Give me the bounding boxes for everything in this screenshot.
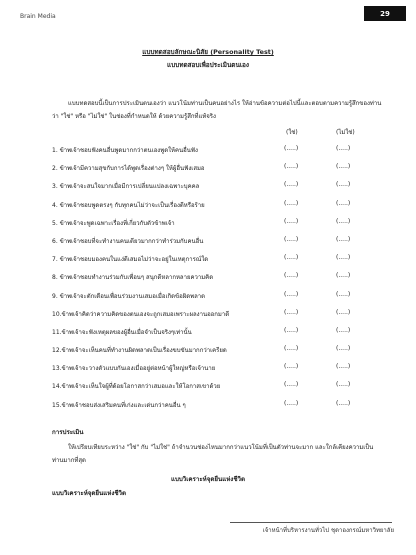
answer-no-blank[interactable]: (.....)	[336, 254, 351, 262]
answer-no-blank[interactable]: (.....)	[336, 363, 351, 371]
answer-yes-blank[interactable]: (.....)	[284, 254, 299, 262]
page-title: แบบทดสอบลักษณะนิสัย (Personality Test)	[142, 48, 274, 56]
answer-no-blank[interactable]: (.....)	[336, 345, 351, 353]
answer-yes-blank[interactable]: (.....)	[284, 272, 299, 280]
question-text: 7. ข้าพเจ้าชอบมองคนในแง่ดีเสมอไม่ว่าจะอยู่ในเหตุการณ์ใด	[52, 256, 209, 264]
question-text: 1. ข้าพเจ้าชอบฟังคนอื่นพูดมากกว่าตนเองพูดให้คนอื่นฟัง	[52, 147, 198, 154]
question-item	[52, 400, 372, 418]
answer-yes-blank[interactable]: (.....)	[284, 399, 299, 407]
answer-yes-blank[interactable]: (.....)	[284, 326, 299, 334]
question-text: 4. ข้าพเจ้าชอบพูดตรงๆ กับทุกคนไม่ว่าจะเป็นเรื่องดีหรือร้าย	[52, 201, 205, 209]
answer-no-blank[interactable]: (.....)	[336, 199, 351, 207]
assessment-paragraph: ให้เปรียบเทียบระหว่าง "ใช่" กับ "ไม่ใช่" ถ้าจำนวนช่องไหนมากกว่าแนวโน้มที่เป็นตัวท่านจะมาก และใกล้เคียงความเป็นท่านมากที่สุด	[52, 444, 374, 464]
answer-no-blank[interactable]: (.....)	[336, 163, 351, 171]
analysis-heading: แบบวิเคราะห์จุดยืนแห่งชีวิต	[170, 476, 246, 483]
answer-no-blank[interactable]: (.....)	[336, 272, 351, 280]
answer-yes-blank[interactable]: (.....)	[284, 163, 299, 171]
question-item	[52, 291, 372, 309]
question-item	[52, 381, 372, 399]
question-item	[52, 309, 372, 327]
question-text: 15.ข้าพเจ้าชอบส่งเสริมคนที่เก่งและเด่นกว่าคนอื่น ๆ	[52, 401, 186, 409]
answer-yes-blank[interactable]: (.....)	[284, 199, 299, 207]
question-text: 14.ข้าพเจ้าจะเห็นใจผู้ที่ด้อยโอกาสกว่าเสมอและให้โอกาสเขาด้วย	[52, 383, 221, 391]
header-brand: Brain Media	[20, 13, 56, 20]
assessment-heading: การประเมิน	[52, 429, 84, 436]
question-item	[52, 163, 372, 181]
question-text: 9. ข้าพเจ้าจะตักเตือนเพื่อนร่วมงานเสมอเมื่อเกิดข้อผิดพลาด	[52, 292, 206, 300]
answer-yes-blank[interactable]: (.....)	[284, 381, 299, 389]
answer-no-blank[interactable]: (.....)	[336, 381, 351, 389]
answer-yes-blank[interactable]: (.....)	[284, 217, 299, 225]
question-text: 13.ข้าพเจ้าจะวางตัวแบบกันเองเมื่ออยู่ต่อหน้าผู้ใหญ่หรือเจ้านาย	[52, 365, 216, 373]
column-header-yes: (ใช่)	[286, 129, 298, 136]
answer-no-blank[interactable]: (.....)	[336, 235, 351, 243]
question-item	[52, 200, 372, 218]
question-text: 11.ข้าพเจ้าจะฟังเหตุผลของผู้อื่นเมื่อจำเป็นจริงๆเท่านั้น	[52, 328, 192, 336]
question-item	[52, 272, 372, 290]
answer-yes-blank[interactable]: (.....)	[284, 235, 299, 243]
question-item	[52, 236, 372, 254]
intro-paragraph: แบบทดสอบนี้เป็นการประเมินตนเองว่า แนวโน้มท่านเป็นคนอย่างไร ให้อ่านข้อความต่อไปนี้และตอบตามความรู้สึกของท่านว่า "ใช่" หรือ "ไม่ใช่" ในช่องที่กำหนดให้ ด้วยความรู้สึกที่แท้จริง	[52, 100, 382, 120]
column-header-no: (ไม่ใช่)	[336, 129, 355, 136]
question-text: 10.ข้าพเจ้าคิดว่าความคิดของตนเองจะถูกเสมอเพราะผลงานออกมาดี	[52, 310, 230, 318]
answer-yes-blank[interactable]: (.....)	[284, 308, 299, 316]
answer-no-blank[interactable]: (.....)	[336, 326, 351, 334]
footer-divider	[230, 522, 392, 523]
answer-yes-blank[interactable]: (.....)	[284, 345, 299, 353]
footer-text: เจ้าหน้าที่บริหารงานทั่วไป ชุดาองกรณ์มหาวิทยาลัย	[262, 527, 394, 534]
answer-yes-blank[interactable]: (.....)	[284, 290, 299, 298]
answer-no-blank[interactable]: (.....)	[336, 399, 351, 407]
question-item	[52, 327, 372, 345]
question-text: 12.ข้าพเจ้าจะเห็นคนที่ทำงานผิดพลาดเป็นเรื่องขบขันมากกว่าเครียด	[52, 347, 227, 355]
answer-no-blank[interactable]: (.....)	[336, 181, 351, 189]
page-number-badge: 29	[364, 6, 406, 21]
question-list	[52, 145, 372, 418]
answer-no-blank[interactable]: (.....)	[336, 145, 351, 152]
question-text: 3. ข้าพเจ้าจะสนใจมากเมื่อมีการเปลี่ยนแปลงเฉพาะบุคคล	[52, 183, 200, 191]
answer-yes-blank[interactable]: (.....)	[284, 363, 299, 371]
question-text: 2. ข้าพเจ้ามีความสุขกับการได้พูดเรื่องต่างๆ ให้ผู้อื่นฟังเสมอ	[52, 165, 205, 173]
question-text: 6. ข้าพเจ้าชอบที่จะทำงานคนเดียวมากกว่าทำร่วมกับคนอื่น	[52, 237, 204, 245]
question-item	[52, 254, 372, 272]
question-item	[52, 345, 372, 363]
answer-yes-blank[interactable]: (.....)	[284, 145, 299, 152]
question-item	[52, 181, 372, 199]
answer-no-blank[interactable]: (.....)	[336, 290, 351, 298]
question-item	[52, 218, 372, 236]
analysis-subheading: แบบวิเคราะห์จุดยืนแห่งชีวิต	[52, 490, 127, 497]
answer-no-blank[interactable]: (.....)	[336, 217, 351, 225]
question-item	[52, 363, 372, 381]
page-subtitle: แบบทดสอบเพื่อประเมินตนเอง	[167, 61, 249, 69]
answer-yes-blank[interactable]: (.....)	[284, 181, 299, 189]
answer-no-blank[interactable]: (.....)	[336, 308, 351, 316]
question-item	[52, 145, 372, 163]
question-text: 5. ข้าพเจ้าจะพูดเฉพาะเรื่องที่เกี่ยวกับตัวข้าพเจ้า	[52, 219, 175, 227]
question-text: 8. ข้าพเจ้าชอบทำงานร่วมกับเพื่อนๆ สนุกดีหลากหลายความคิด	[52, 274, 214, 282]
